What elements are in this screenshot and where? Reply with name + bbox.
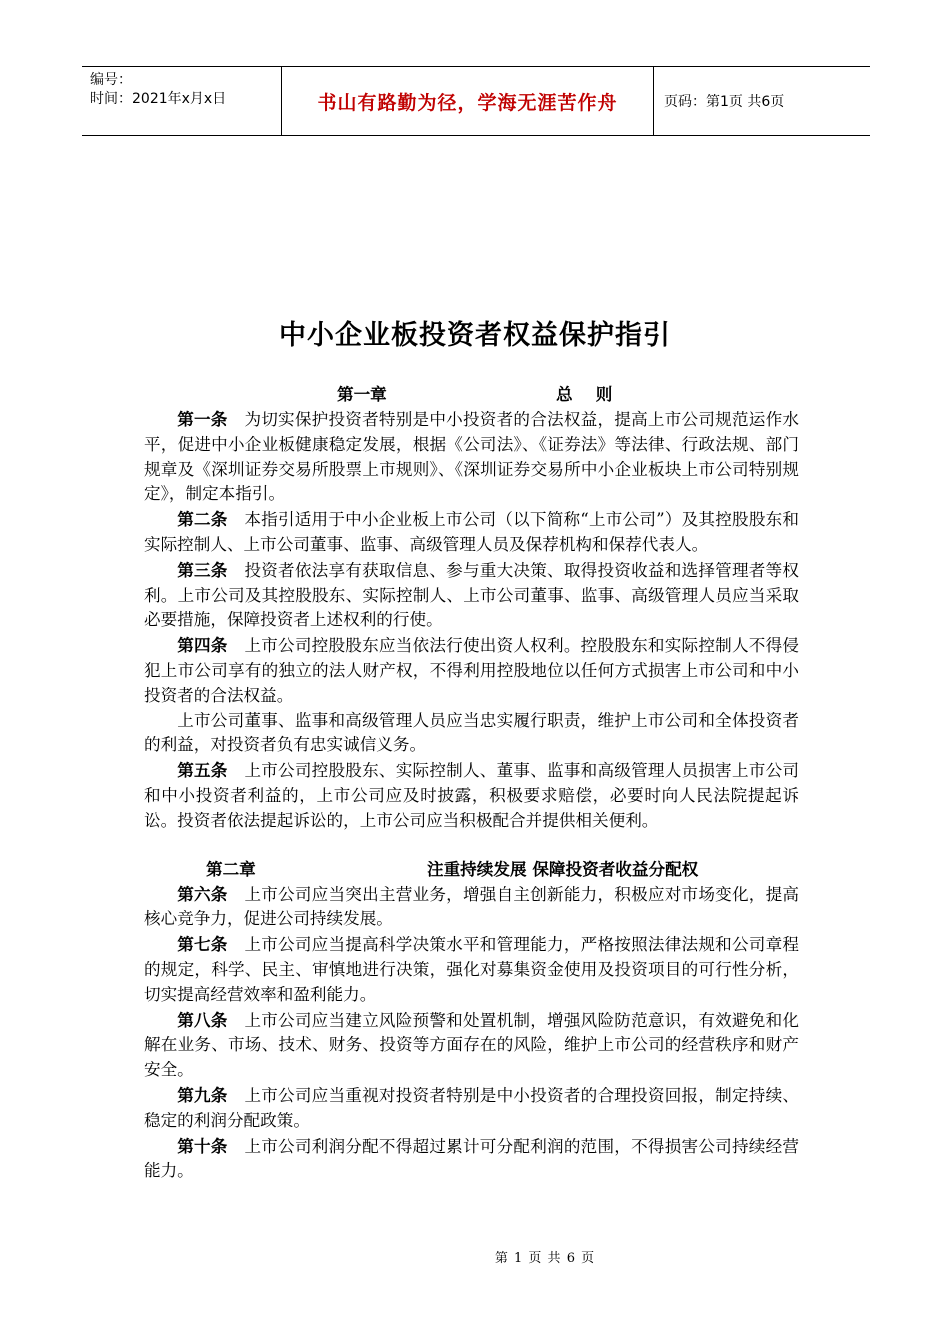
chapter-name: 注重持续发展 保障投资者收益分配权 xyxy=(427,858,699,879)
article-text: 上市公司应当建立风险预警和处置机制，增强风险防范意识，有效避免和化解在业务、市场、技术、财务、投资等方面存在的风险，维护上市公司的经营秩序和财产安全。 xyxy=(144,1010,800,1080)
header-page xyxy=(654,67,870,135)
article-text: 为切实保护投资者特别是中小投资者的合法权益，提高上市公司规范运作水平，促进中小企业板健康稳定发展，根据《公司法》、《证券法》等法律、行政法规、部门规章及《深圳证券交易所股票上市规则》、《深圳证券交易所中小企业板块上市公司特别规定》，制定本指引。 xyxy=(144,410,800,504)
page-footer: 第 1 页 共 6 页 xyxy=(494,1251,596,1266)
spacer xyxy=(144,834,799,857)
article-text: 上市公司应当提高科学决策水平和管理能力，严格按照法律法规和公司章程的规定，科学、民主、审慎地进行决策，强化对募集资金使用及投资项目的可行性分析，切实提高经营效率和盈利能力。 xyxy=(144,935,800,1004)
article-text: 上市公司利润分配不得超过累计可分配利润的范围，不得损害公司持续经营能力。 xyxy=(144,1136,800,1181)
motto-text: 书山有路勤为径，学海无涯苦作舟 xyxy=(317,91,618,114)
article xyxy=(144,932,799,1007)
article-label: 第三条 xyxy=(177,559,228,580)
article xyxy=(144,633,799,708)
time-label: 时间：2021年x月x日 xyxy=(90,91,227,107)
article-label: 第一条 xyxy=(177,409,228,429)
header-info xyxy=(82,67,282,135)
page-header xyxy=(82,66,870,136)
chapter-number: 第一章 xyxy=(337,384,387,404)
article-text: 上市公司控股股东、实际控制人、董事、监事和高级管理人员损害上市公司和中小投资者利益的，上市公司应及时披露，积极要求赔偿，必要时向人民法院提起诉讼。投资者依法提起诉讼的，上市公司应当积极配合并提供相关便利。 xyxy=(144,761,800,830)
article xyxy=(144,507,799,558)
article-label: 第二条 xyxy=(177,509,228,530)
article-label: 第九条 xyxy=(177,1084,228,1105)
article-text: 上市公司控股股东应当依法行使出资人权利。控股股东和实际控制人不得侵犯上市公司享有的独立的法人财产权，不得利用控股地位以任何方式损害上市公司和中小投资者的合法权益。 xyxy=(144,636,800,705)
article-label: 第七条 xyxy=(177,934,228,955)
article xyxy=(144,758,799,833)
article xyxy=(144,558,799,633)
page-label: 页码：第1页 共6页 xyxy=(664,94,785,110)
article xyxy=(144,1134,799,1185)
article xyxy=(144,1008,799,1083)
chapter-number: 第二章 xyxy=(206,858,256,879)
chapter-heading-1 xyxy=(144,382,799,407)
document-title: 中小企业板投资者权益保护指引 xyxy=(279,320,671,351)
chapter-name: 总 则 xyxy=(556,384,613,404)
article-text: 上市公司应当突出主营业务，增强自主创新能力，积极应对市场变化，提高核心竞争力，促进公司持续发展。 xyxy=(144,884,800,929)
article-label: 第四条 xyxy=(177,635,228,656)
article-text: 本指引适用于中小企业板上市公司（以下简称“上市公司”）及其控股股东和实际控制人、上市公司董事、监事、高级管理人员及保荐机构和保荐代表人。 xyxy=(144,510,800,554)
article-label: 第八条 xyxy=(177,1009,228,1030)
article xyxy=(144,882,799,933)
article-text: 投资者依法享有获取信息、参与重大决策、取得投资收益和选择管理者等权利。上市公司及其控股股东、实际控制人、上市公司董事、监事、高级管理人员应当采取必要措施，保障投资者上述权利的行使。 xyxy=(144,560,800,630)
article-text: 上市公司应当重视对投资者特别是中小投资者的合理投资回报，制定持续、稳定的利润分配政策。 xyxy=(144,1085,800,1130)
article-label: 第六条 xyxy=(177,883,228,904)
header-motto xyxy=(282,67,654,135)
number-label: 编号： xyxy=(90,72,132,88)
chapter-heading-2 xyxy=(144,857,799,882)
article-label: 第五条 xyxy=(177,760,228,781)
document-body xyxy=(144,382,799,1184)
article-text: 上市公司董事、监事和高级管理人员应当忠实履行职责，维护上市公司和全体投资者的利益，对投资者负有忠实诚信义务。 xyxy=(144,710,799,755)
article xyxy=(144,1083,799,1134)
article-label: 第十条 xyxy=(177,1135,228,1156)
article-paragraph xyxy=(144,709,799,759)
article xyxy=(144,407,799,507)
